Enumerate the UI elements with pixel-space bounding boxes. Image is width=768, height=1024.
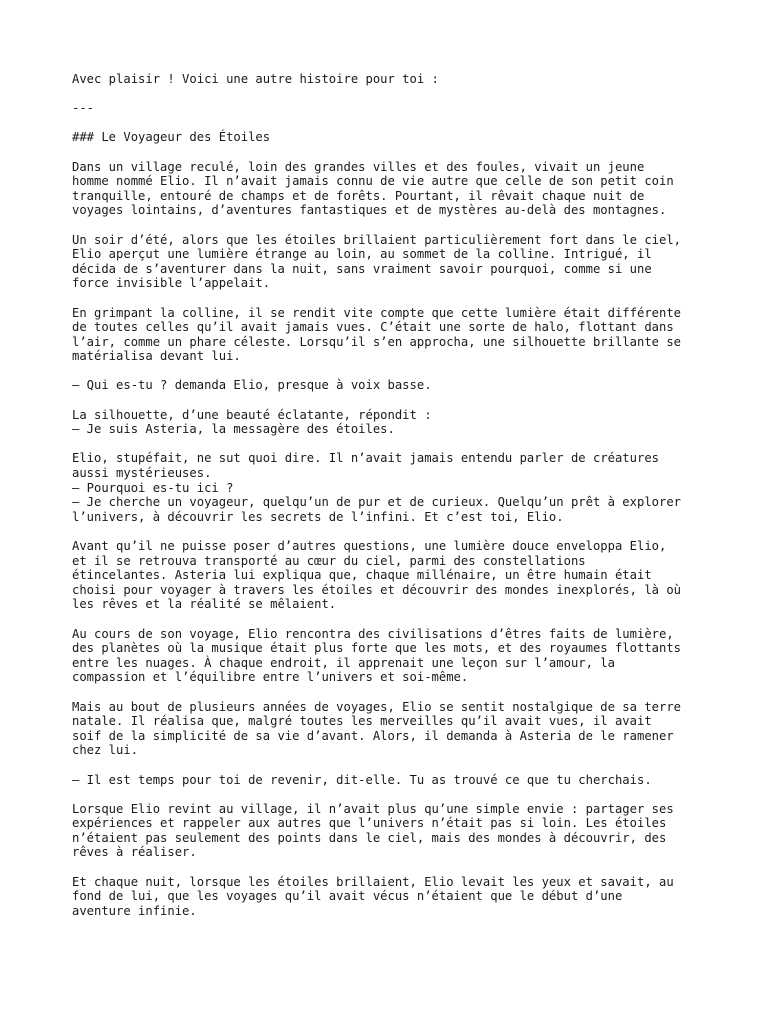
paragraph-line: Un soir d’été, alors que les étoiles brillaient particulièrement fort dans le ciel, [72, 232, 682, 247]
paragraph-line: Avant qu’il ne puisse poser d’autres questions, une lumière douce enveloppa Elio, [72, 539, 667, 553]
paragraph-line: – Qui es-tu ? demanda Elio, presque à voix basse. [72, 378, 432, 393]
paragraph-line: Elio, stupéfait, ne sut quoi dire. Il n’avait jamais entendu parler de créatures [72, 451, 659, 466]
paragraph-line: – Pourquoi es-tu ici ? [72, 480, 234, 495]
paragraph-line: compassion et l’équilibre entre l’univers et soi-même. [72, 670, 469, 685]
paragraph-line: soif de la simplicité de sa vie d’avant. Alors, il demanda à Asteria de le ramener [72, 728, 674, 743]
story-paragraph [72, 160, 712, 218]
paragraph-line: et il se retrouva transporté au cœur du ciel, parmi des constellations [72, 553, 586, 568]
paragraph-line: – Je suis Asteria, la messagère des étoiles. [72, 422, 395, 437]
story-paragraph [72, 773, 712, 788]
paragraph-line: Au cours de son voyage, Elio rencontra des civilisations d’êtres faits de lumière, [72, 626, 674, 641]
paragraph-line: choisi pour voyager à travers les étoiles et découvrir des mondes inexplorés, là où [72, 582, 682, 597]
paragraph-line: l’univers, à découvrir les secrets de l’infini. Et c’est toi, Elio. [72, 509, 564, 524]
paragraph-line: force invisible l’appelait. [72, 276, 271, 291]
paragraph-line: aventure infinie. [72, 903, 197, 918]
paragraph-line: décida de s’aventurer dans la nuit, sans vraiment savoir pourquoi, comme si une [72, 261, 652, 276]
paragraph-line: l’air, comme un phare céleste. Lorsqu’il s’en approcha, une silhouette brillante se [72, 334, 682, 349]
paragraph-line: matérialisa devant lui. [72, 349, 241, 364]
paragraph-line: Lorsque Elio revint au village, il n’avait plus qu’une simple envie : partager ses [72, 801, 674, 816]
story-paragraph [72, 539, 712, 612]
paragraph-line: aussi mystérieuses. [72, 466, 212, 481]
paragraph-line: des planètes où la musique était plus forte que les mots, et des royaumes flottants [72, 641, 682, 656]
document-page [72, 72, 712, 933]
paragraph-line: étincelantes. Asteria lui expliqua que, chaque millénaire, un être humain était [72, 568, 652, 583]
paragraph-line: entre les nuages. À chaque endroit, il apprenait une leçon sur l’amour, la [72, 655, 615, 670]
paragraph-line: En grimpant la colline, il se rendit vite compte que cette lumière était différente [72, 305, 682, 320]
paragraph-line: – Il est temps pour toi de revenir, dit-elle. Tu as trouvé ce que tu cherchais. [72, 772, 652, 787]
paragraph-line: natale. Il réalisa que, malgré toutes les merveilles qu’il avait vues, il avait [72, 714, 652, 729]
story-body [72, 160, 712, 919]
paragraph-line: voyages lointains, d’aventures fantastiques et de mystères au-delà des montagnes. [72, 203, 667, 218]
story-paragraph [72, 408, 712, 437]
paragraph-line: Mais au bout de plusieurs années de voyages, Elio se sentit nostalgique de sa terre [72, 699, 682, 714]
intro-line: Avec plaisir ! Voici une autre histoire pour toi : [72, 72, 439, 86]
story-paragraph [72, 378, 712, 393]
story-paragraph [72, 451, 712, 524]
separator-line: --- [72, 101, 95, 116]
paragraph-line: Et chaque nuit, lorsque les étoiles brillaient, Elio levait les yeux et savait, au [72, 874, 674, 889]
paragraph-line: de toutes celles qu’il avait jamais vues. C’était une sorte de halo, flottant dans [72, 320, 674, 335]
story-paragraph [72, 802, 712, 860]
story-paragraph [72, 306, 712, 364]
paragraph-line: tranquille, entouré de champs et de forêts. Pourtant, il rêvait chaque nuit de [72, 188, 645, 203]
paragraph-line: – Je cherche un voyageur, quelqu’un de pur et de curieux. Quelqu’un prêt à explorer [72, 495, 682, 510]
story-paragraph [72, 875, 712, 919]
paragraph-line: les rêves et la réalité se mêlaient. [72, 597, 337, 612]
paragraph-line: fond de lui, que les voyages qu’il avait vécus n’étaient que le début d’une [72, 889, 623, 904]
paragraph-line: Dans un village reculé, loin des grandes villes et des foules, vivait un jeune [72, 159, 645, 174]
paragraph-line: expériences et rappeler aux autres que l’univers n’était pas si loin. Les étoiles [72, 816, 667, 831]
paragraph-line: rêves à réaliser. [72, 845, 197, 860]
story-paragraph [72, 627, 712, 685]
paragraph-line: homme nommé Elio. Il n’avait jamais connu de vie autre que celle de son petit coin [72, 174, 674, 189]
paragraph-line: n’étaient pas seulement des points dans le ciel, mais des mondes à découvrir, des [72, 830, 667, 845]
paragraph-line: Elio aperçut une lumière étrange au loin, au sommet de la colline. Intrigué, il [72, 247, 652, 262]
paragraph-line: chez lui. [72, 743, 139, 758]
story-paragraph [72, 233, 712, 291]
story-heading: ### Le Voyageur des Étoiles [72, 130, 271, 145]
paragraph-line: La silhouette, d’une beauté éclatante, répondit : [72, 407, 432, 422]
story-paragraph [72, 700, 712, 758]
